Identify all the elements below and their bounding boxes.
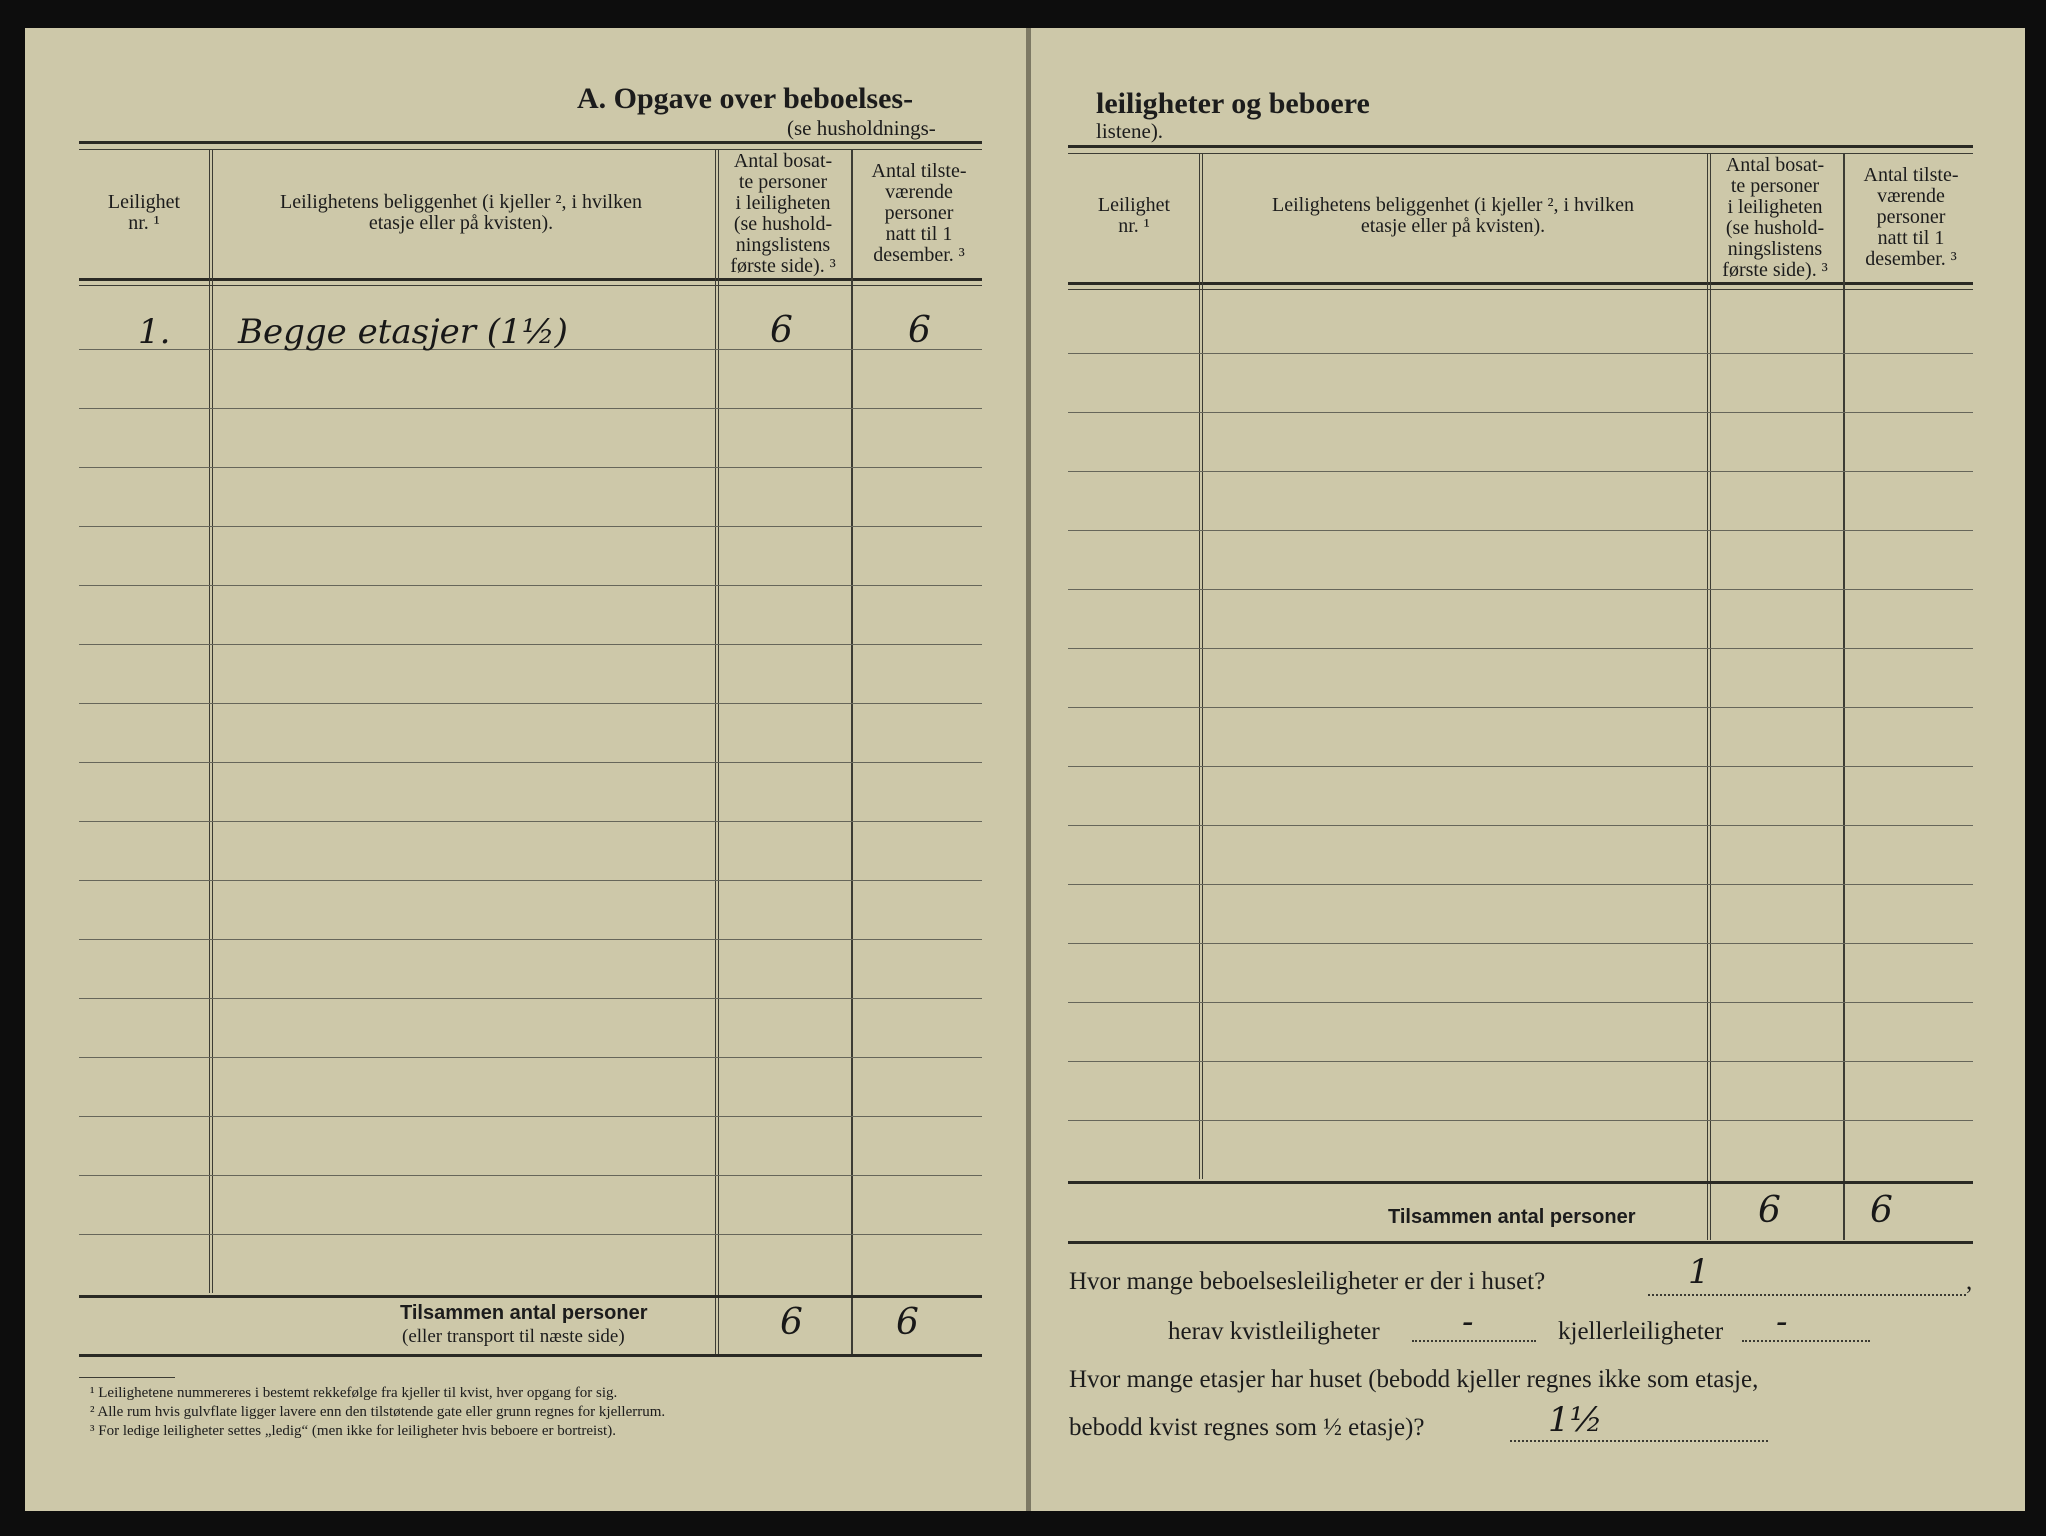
q1-label: Hvor mange beboelsesleiligheter er der i huset? [1069, 1268, 1546, 1295]
left-header-bottom-rule [79, 278, 982, 281]
left-col-bosatte: Antal bosat- te personer i leiligheten (se hushold- ningslistens første side). ³ [730, 150, 836, 277]
left-total-tilstede: 6 [896, 1302, 919, 1343]
left-vline-1 [209, 149, 213, 1293]
row-1-bosatte: 6 [770, 310, 793, 351]
left-total-bosatte: 6 [780, 1302, 803, 1343]
left-row-line [79, 408, 982, 409]
left-row-line [79, 1175, 982, 1176]
right-total-bosatte: 6 [1758, 1190, 1781, 1231]
left-row-line [79, 1057, 982, 1058]
q3-line-1: Hvor mange etasjer har huset (bebodd kjeller regnes ikke som etasje, [1069, 1366, 1759, 1393]
right-header-top-rule-2 [1068, 153, 1973, 154]
q1-answer-line [1648, 1294, 1966, 1296]
right-header-bottom-rule [1068, 282, 1973, 285]
right-row-line [1068, 471, 1973, 472]
right-total-label: Tilsammen antal personer [1388, 1206, 1636, 1228]
footnote-2: ² Alle rum hvis gulvflate ligger lavere enn den tilstøtende gate eller grunn regnes for kjellerrum. [90, 1404, 666, 1420]
right-row-line [1068, 530, 1973, 531]
left-header-top-rule [79, 141, 982, 144]
row-1-beliggenhet: Begge etasjer (1½) [238, 312, 568, 352]
left-row-line [79, 821, 982, 822]
q3-line-2: bebodd kvist regnes som ½ etasje)? [1069, 1414, 1425, 1441]
left-row-line [79, 703, 982, 704]
right-row-line [1068, 1061, 1973, 1062]
q1-answer: 1 [1688, 1252, 1710, 1292]
left-col-beliggenhet: Leilighetens beliggenhet (i kjeller ², i hvilken etasje eller på kvisten). [279, 191, 642, 234]
q3-answer-line [1510, 1440, 1768, 1442]
left-title: A. Opgave over beboelses- [577, 82, 914, 115]
left-header-top-rule-2 [79, 149, 982, 150]
row-1-nr: 1. [138, 312, 171, 352]
right-row-line [1068, 1120, 1973, 1121]
left-col-leilighet: Leilighet nr. ¹ [107, 191, 181, 234]
right-row-line [1068, 1002, 1973, 1003]
q2-kjeller-line [1742, 1340, 1870, 1342]
right-title: leiligheter og beboere [1096, 87, 1370, 120]
left-header-bottom-rule-2 [79, 285, 982, 286]
left-row-line [79, 1116, 982, 1117]
right-subtitle: listene). [1096, 119, 1164, 143]
q1-comma: , [1966, 1268, 1973, 1295]
left-row-line [79, 1234, 982, 1235]
left-total-rule [79, 1295, 982, 1298]
left-subtitle: (se husholdnings- [787, 116, 936, 140]
footnote-3: ³ For ledige leiligheter settes „ledig“ (men ikke for leiligheter hvis beboere er bortreist). [90, 1423, 616, 1439]
left-row-line [79, 939, 982, 940]
left-col-tilstede: Antal tilste- værende personer natt til 1 desember. ³ [871, 160, 967, 266]
footnote-rule [79, 1377, 175, 1378]
left-row-line [79, 585, 982, 586]
right-total-rule [1068, 1181, 1973, 1184]
right-header-top-rule [1068, 145, 1973, 148]
left-row-line [79, 998, 982, 999]
q2-kvist-answer: - [1462, 1302, 1474, 1342]
left-row-line [79, 467, 982, 468]
left-row-line [79, 644, 982, 645]
left-total-bottom-rule [79, 1354, 982, 1357]
left-row-line [79, 526, 982, 527]
left-row-line [79, 762, 982, 763]
q3-answer: 1½ [1548, 1400, 1603, 1440]
q2-kvist-label: herav kvistleiligheter [1168, 1318, 1380, 1345]
right-total-tilstede: 6 [1870, 1190, 1893, 1231]
right-row-line [1068, 884, 1973, 885]
right-row-line [1068, 353, 1973, 354]
q2-kjeller-answer: - [1776, 1302, 1788, 1342]
right-row-line [1068, 707, 1973, 708]
right-vline-2 [1707, 153, 1711, 1240]
left-row-line [79, 880, 982, 881]
left-total-sub: (eller transport til næste side) [402, 1326, 625, 1347]
row-1-tilstede: 6 [908, 310, 931, 351]
right-row-line [1068, 589, 1973, 590]
right-vline-1 [1199, 153, 1203, 1179]
footnote-1: ¹ Leilighetene nummereres i bestemt rekkefølge fra kjeller til kvist, hver opgang for sig. [90, 1385, 618, 1401]
right-header-bottom-rule-2 [1068, 289, 1973, 290]
right-total-bottom-rule [1068, 1241, 1973, 1244]
right-vline-3 [1843, 153, 1845, 1240]
right-col-bosatte: Antal bosat- te personer i leiligheten (se hushold- ningslistens første side). ³ [1722, 154, 1828, 281]
q2-kjeller-label: kjellerleiligheter [1558, 1318, 1724, 1345]
q2-kvist-line [1412, 1340, 1536, 1342]
left-total-label: Tilsammen antal personer [400, 1302, 648, 1324]
right-row-line [1068, 648, 1973, 649]
right-row-line [1068, 412, 1973, 413]
right-col-leilighet: Leilighet nr. ¹ [1097, 194, 1171, 237]
right-row-line [1068, 943, 1973, 944]
right-col-beliggenhet: Leilighetens beliggenhet (i kjeller ², i hvilken etasje eller på kvisten). [1271, 194, 1634, 237]
right-col-tilstede: Antal tilste- værende personer natt til 1 desember. ³ [1863, 164, 1959, 270]
right-row-line [1068, 766, 1973, 767]
right-row-line [1068, 825, 1973, 826]
